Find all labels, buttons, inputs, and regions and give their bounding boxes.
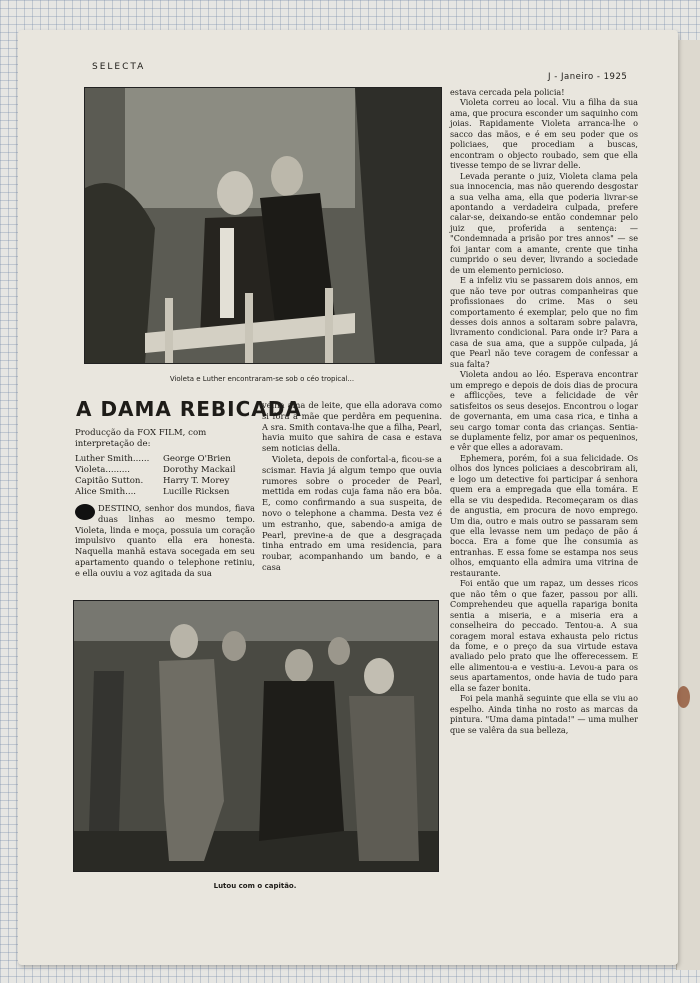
paragraph: Ephemera, porém, foi a sua felicidade. Os olhos dos lynces policiaes a descobriram ali, e logo um detective foi participar á senhora quem era a empregada que ella tomára. E ella se viu despedida. Recomeçaram os dias de angustia, em procura de novo emprego. Um dia, outro e mais outro se passaram sem que ella levasse nem um pedaço de pão á bocca. Era a fome que lhe consumia as entranhas. E essa fome se estampa nos seus olhos, emquanto ella admira uma vitrina de restaurante.	[450, 452, 638, 578]
paper-stain	[677, 686, 690, 708]
cast-role: Capitão Sutton.	[75, 476, 144, 486]
production-credit: Producção da FOX FILM, com interpretação de:	[75, 428, 207, 449]
cast-row	[75, 476, 255, 487]
cast-role: Luther Smith......	[75, 454, 150, 464]
cast-actor: Harry T. Morey	[163, 476, 230, 486]
cast-row	[75, 454, 255, 465]
cast-actor: George O'Brien	[163, 454, 231, 464]
article-column-3	[450, 87, 638, 735]
paragraph: Violeta correu ao local. Viu a filha da sua ama, que procura esconder um saquinho com joias. Rapidamente Violeta arranca-lhe o sacco das mãos, e é em seu poder que os policiaes, que procediam a buscas, encontram o objecto roubado, sem que ella tivesse tempo de se livrar delle.	[450, 97, 638, 171]
cast-role: Alice Smith....	[75, 487, 137, 497]
article-title: A DAMA REBICADA	[76, 397, 302, 421]
magazine-name: SELECTA	[92, 62, 146, 72]
cast-list	[75, 454, 255, 498]
paragraph: estava cercada pela policia!	[450, 87, 565, 97]
paragraph: Violeta andou ao léo. Esperava encontrar um emprego e depois de dois dias de procura e afflicções, teve a felicidade de vêr satisfeitos os seus desejos. Encontrou o logar de governanta, em uma casa rica, e tinha a seu cargo tomar conta das crianças. Sentia-se duplamente feliz, por amar os pequeninos, e vêr que elles a adoravam.	[450, 369, 638, 453]
photo1-caption: Violeta e Luther encontraram-se sob o céo tropical...	[169, 375, 355, 383]
drop-cap-ornament	[75, 504, 95, 520]
paragraph: DESTINO, senhor dos mundos, fiava duas linhas ao mesmo tempo. Violeta, linda e moça, possuia um coração impulsivo quanto ella era honesta. Naquella manhã estava socegada em seu apartamento quando o telephone retiniu, e ella ouviu a voz agitada da sua	[75, 503, 255, 578]
cast-row	[75, 465, 255, 476]
issue-date: J - Janeiro - 1925	[548, 72, 628, 82]
paragraph: Levada perante o juiz, Violeta clama pela sua innocencia, mas não querendo desgostar a sua velha ama, ella que poderia livrar-se apontando a verdadeira culpada, prefere calar-se, deixando-se então condemnar pelo juiz que, proferida a sentença: — "Condemnada a prisão por tres annos" — se foi jantar com a amante, crente que tinha cumprido o seu dever, livrando a sociedade de um elemento pernicioso.	[450, 170, 638, 275]
magazine-page	[18, 30, 678, 965]
cast-actor: Dorothy Mackail	[163, 465, 236, 475]
paragraph: Foi pela manhã seguinte que ella se viu ao espelho. Ainda tinha no rosto as marcas da pintura. "Uma dama pintada!" — uma mulher que se valêra da sua belleza,	[450, 693, 638, 735]
cast-actor: Lucille Ricksen	[163, 487, 230, 497]
cast-row	[75, 487, 255, 498]
paragraph: E a infeliz viu se passarem dois annos, em que não teve por outras companheiras que profissionaes do crime. Mas o seu comportamento é exemplar, pelo que no fim desses dois annos a soltaram sobre palavra, livramento condicional. Para onde ir? Para a casa de sua ama, que a suppõe culpada, já que Pearl não teve coragem de confessar a sua falta?	[450, 275, 638, 369]
article-column-2	[262, 400, 442, 573]
article-column-1	[75, 503, 255, 579]
photo-violeta-luther	[84, 87, 442, 364]
cast-role: Violeta.........	[75, 465, 130, 475]
photo2-caption: Lutou com o capitão.	[213, 882, 297, 890]
paragraph: Violeta, depois de confortal-a, ficou-se a scismar. Havia já algum tempo que ouvia rumores sobre o proceder de Pearl, mettida em rodas cuja fama não era bôa. E, como confirmando a sua suspeita, de novo o telephone a chamma. Desta vez é um estranho, que, sabendo-a amiga de Pearl, previne-a de que a desgraçada tinha entrado em uma residencia, para roubar, acompanhando um bando, e a casa	[262, 453, 442, 572]
paragraph: Foi então que um rapaz, um desses ricos que não têm o que fazer, passou por alli. Comprehendeu que aquella rapariga bonita sentia a miseria, e a miseria era a conselheira do peccado. Tentou-a. A sua coragem moral estava exhausta pelo rictus da fome, e o preço da sua virtude estava avaliado pelo prato que lhe offerecessem. E elle alimentou-a e vestiu-a. Levou-a para os seus apartamentos, onde havia de tudo para ella se fazer bonita.	[450, 578, 638, 693]
photo-fight-scene	[73, 600, 439, 872]
next-page-edge	[676, 40, 700, 970]
paragraph: velha ama de leite, que ella adorava como si fôra a mãe que perdêra em pequenina. A sra. Smith contava-lhe que a filha, Pearl, havia muito que sahira de casa e estava sem noticias della.	[262, 400, 442, 454]
